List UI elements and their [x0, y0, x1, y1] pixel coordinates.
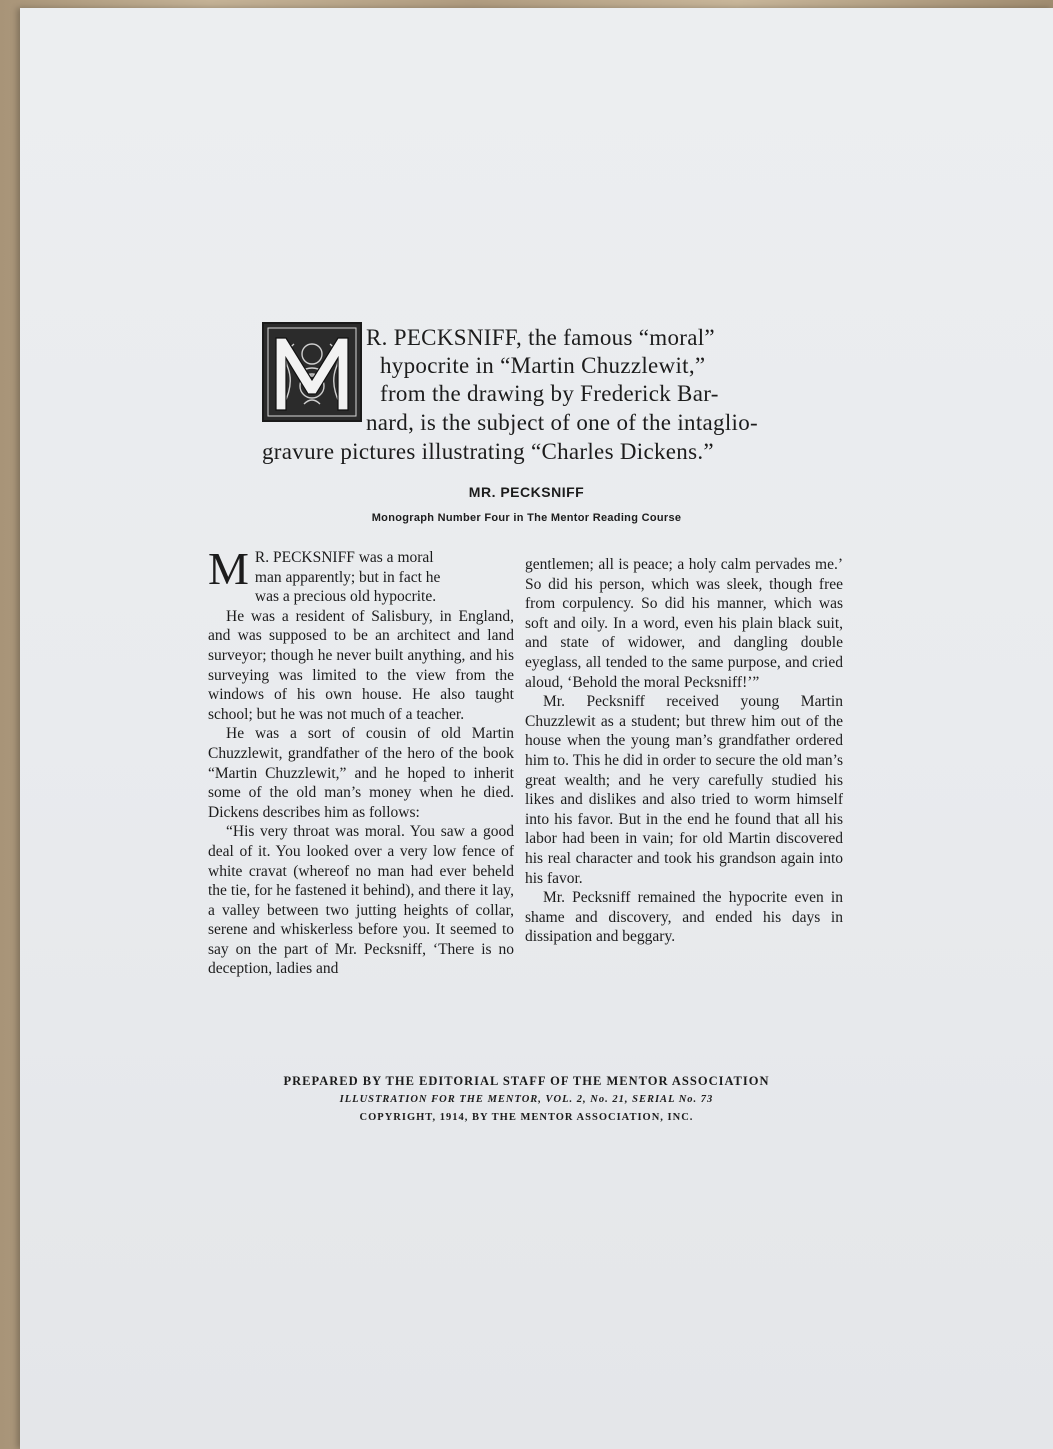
paragraph: He was a resident of Salisbury, in England, and was supposed to be an architect and land surveyor; though he never built anything, and his surveying was limited to the view from the windows of his own house. He also taught school; but he was not much of a teacher.	[208, 607, 514, 723]
ornate-initial-m-icon	[262, 322, 362, 422]
footer-illustration-note: ILLUSTRATION FOR THE MENTOR, VOL. 2, No. 21, SERIAL No. 73	[339, 1094, 714, 1105]
paragraph: Mr. Pecksniff received young Martin Chuzzlewit as a student; but threw him out of the house when the young man’s grandfather ordered him to. This he did in order to secure the old man’s great wealth; and he very carefully studied his likes and dislikes and also tried to worm himself into his favor. But in the end he found that all his labor had been in vain; for old Martin discovered his real character and took his grandson again into his favor.	[525, 693, 843, 887]
intro-line: from the drawing by Frederick Bar-	[380, 381, 719, 406]
intro-line: nard, is the subject of one of the intaglio-	[366, 410, 758, 435]
paragraph: He was a sort of cousin of old Martin Chuzzlewit, grandfather of the hero of the book “Martin Chuzzlewit,” and he hoped to inherit some of the old man’s money when he died. Dickens describes him as follows:	[208, 725, 514, 821]
drop-cap: M	[208, 543, 249, 594]
opening-line: was a precious old hypocrite.	[254, 588, 437, 606]
text-column-right	[525, 555, 843, 947]
intro-line: R. PECKSNIFF, the famous “moral”	[366, 325, 715, 350]
footer-copyright: COPYRIGHT, 1914, BY THE MENTOR ASSOCIATION, INC.	[359, 1112, 694, 1123]
paragraph: “His very throat was moral. You saw a good deal of it. You looked over a very low fence of white cravat (whereof no man had ever beheld the tie, for he fastened it behind), and there it lay, a valley between two jutting heights of collar, serene and whiskerless before you. It seemed to say on the part of Mr. Pecksniff, ‘There is no deception, ladies and	[208, 823, 514, 978]
footer-credit: PREPARED BY THE EDITORIAL STAFF OF THE MENTOR ASSOCIATION	[283, 1074, 770, 1088]
intro-line: gravure pictures illustrating “Charles Dickens.”	[262, 439, 714, 464]
paragraph: gentlemen; all is peace; a holy calm pervades me.’ So did his person, which was sleek, though free from corpulency. So did his manner, which was soft and oily. In a word, even his plain black suit, and state of widower, and dangling double eyeglass, all tended to the same purpose, and cried aloud, ‘Behold the moral Pecksniff!’”	[525, 556, 843, 691]
opening-paragraph	[208, 543, 514, 607]
opening-line: man apparently; but in fact he	[254, 568, 441, 586]
article-subtitle: Monograph Number Four in The Mentor Reading Course	[371, 512, 682, 524]
opening-line: R. PECKSNIFF was a moral	[254, 549, 434, 566]
intro-line: hypocrite in “Martin Chuzzlewit,”	[380, 353, 706, 378]
text-column-left	[208, 543, 514, 979]
article-title: MR. PECKSNIFF	[468, 484, 585, 500]
paragraph: Mr. Pecksniff remained the hypocrite even in shame and discovery, and ended his days in dissipation and beggary.	[525, 889, 843, 946]
